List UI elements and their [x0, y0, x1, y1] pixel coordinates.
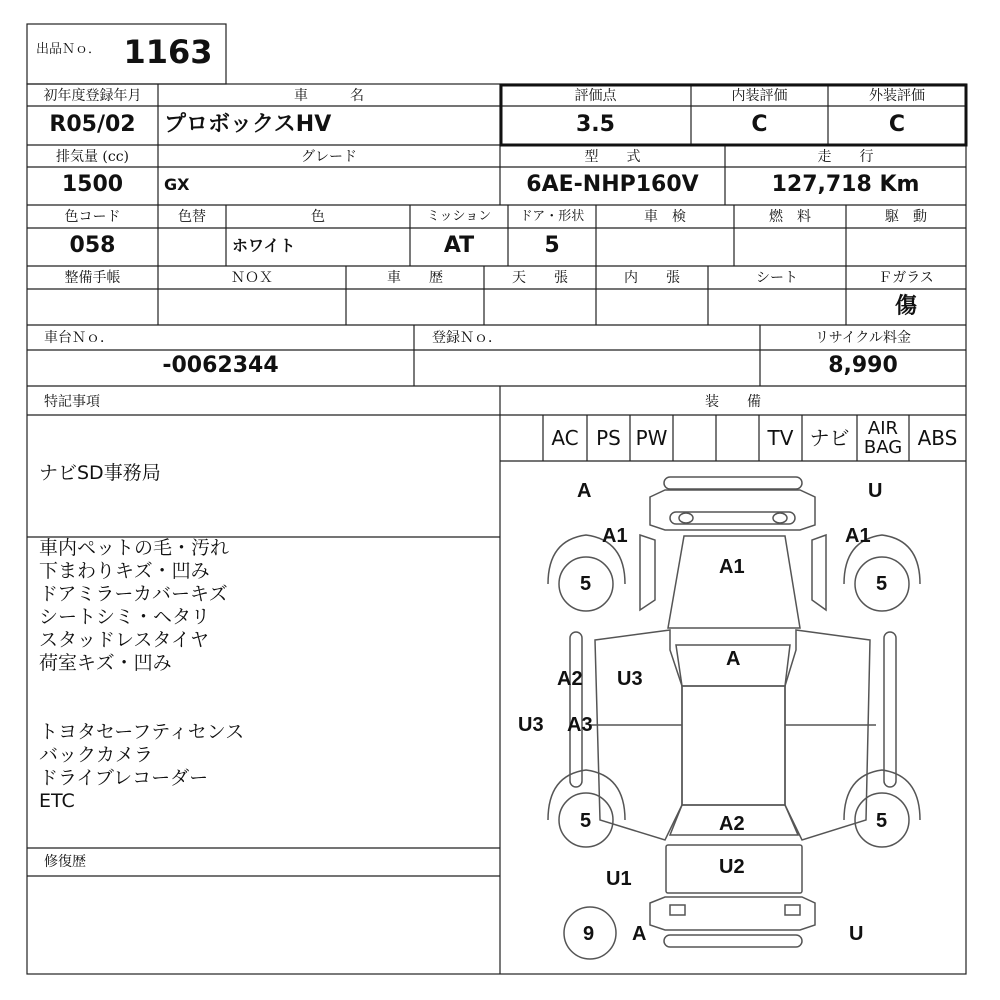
- mark-side-u3: U3: [518, 714, 544, 736]
- equipment-item: [673, 415, 716, 461]
- reg-date-label: 初年度登録年月: [43, 88, 142, 104]
- mark-front-left: A: [577, 480, 592, 502]
- mark-door-u3: U3: [617, 668, 643, 690]
- maint-label: 整備手帳: [64, 270, 121, 286]
- lot-label: 出品Ｎｏ．: [36, 42, 102, 57]
- mileage-value: 127,718 Km: [771, 172, 920, 197]
- equipment-label: 装 備: [705, 394, 761, 410]
- color-value: ホワイト: [232, 236, 296, 255]
- grade-label: グレード: [301, 149, 357, 165]
- mark-rear-center: U2: [719, 856, 745, 878]
- mission-value: AT: [443, 233, 475, 258]
- mark-door-a2: A2: [557, 668, 583, 690]
- notes-list: 車内ペットの毛・汚れ 下まわりキズ・凹み ドアミラーカバーキズ シートシミ・ヘタリ スタッドレスタイヤ 荷室キズ・凹み トヨタセーフティセンス バックカメラ ドライブレコーダー ETC: [39, 537, 245, 812]
- reg-date-value: R05/02: [49, 112, 136, 137]
- door-value: 5: [544, 233, 560, 258]
- nox-label: ＮＯＸ: [231, 270, 273, 286]
- car-diagram: [548, 477, 920, 959]
- displacement-label: 排気量 (cc): [55, 149, 130, 165]
- score-value: 3.5: [576, 112, 615, 137]
- chassis-value: -0062344: [162, 353, 279, 378]
- mark-back-door: A2: [719, 813, 745, 835]
- inner-lining-label: 内 張: [624, 270, 680, 286]
- exterior-value: C: [888, 112, 906, 137]
- exterior-label: 外装評価: [869, 88, 925, 104]
- mark-roof: A: [726, 648, 741, 670]
- mark-fender-left: A1: [602, 525, 628, 547]
- equipment-item: PW: [635, 426, 668, 450]
- mark-front-right: U: [868, 480, 883, 502]
- notes-label: 特記事項: [44, 394, 100, 410]
- lot-number: 1163: [123, 33, 213, 71]
- mark-fender-right: A1: [845, 525, 871, 547]
- color-code-value: 058: [69, 233, 116, 258]
- equipment-item: AIR BAG: [863, 418, 903, 458]
- fglass-value: 傷: [894, 294, 917, 319]
- mission-label: ミッション: [426, 209, 492, 224]
- history-label: 車 歴: [387, 270, 443, 286]
- mileage-label: 走 行: [817, 149, 874, 165]
- roof-lining-label: 天 張: [512, 270, 568, 286]
- inspection-label: 車 検: [644, 209, 686, 225]
- mark-spare-tire: 9: [583, 923, 595, 945]
- chassis-label: 車台Ｎｏ．: [44, 330, 114, 346]
- repaint-label: 色替: [178, 209, 206, 225]
- mark-rear-left: U1: [606, 868, 632, 890]
- drive-label: 駆 動: [885, 209, 927, 225]
- model-label: 型 式: [584, 149, 641, 165]
- mark-bumper-left: A: [632, 923, 647, 945]
- displacement-value: 1500: [61, 172, 124, 197]
- door-label: ドア・形状: [519, 209, 585, 224]
- equipment-item: PS: [596, 426, 621, 450]
- interior-value: C: [751, 112, 768, 137]
- recycle-label: リサイクル料金: [814, 330, 912, 346]
- regno-label: 登録Ｎｏ．: [432, 330, 502, 346]
- equipment-item: AC: [551, 426, 579, 450]
- equipment-item: ナビ: [809, 426, 850, 450]
- mark-tire-fl: 5: [580, 573, 592, 595]
- mark-tire-fr: 5: [876, 573, 888, 595]
- fglass-label: Ｆガラス: [878, 270, 934, 286]
- equipment-item: ABS: [917, 426, 958, 450]
- color-code-label: 色コード: [64, 209, 121, 225]
- seat-label: シート: [756, 270, 798, 286]
- equipment-item: [500, 415, 543, 461]
- mark-tire-rr: 5: [876, 810, 888, 832]
- model-value: 6AE-NHP160V: [526, 172, 699, 197]
- car-name-value: プロボックスHV: [164, 112, 332, 137]
- recycle-value: 8,990: [828, 353, 898, 378]
- mark-hood: A1: [719, 556, 745, 578]
- equipment-item: [716, 415, 759, 461]
- notes-top: ナビSD事務局: [39, 462, 161, 484]
- repair-history-label: 修復歴: [44, 854, 86, 870]
- fuel-label: 燃 料: [769, 209, 811, 225]
- mark-bumper-right: U: [849, 923, 864, 945]
- equipment-item: TV: [767, 426, 794, 450]
- color-label: 色: [311, 209, 325, 225]
- car-name-label: 車 名: [294, 88, 364, 104]
- mark-tire-rl: 5: [580, 810, 592, 832]
- grade-value: GX: [164, 175, 190, 194]
- score-label: 評価点: [574, 88, 617, 104]
- interior-label: 内装評価: [731, 88, 788, 104]
- mark-side-a3: A3: [567, 714, 593, 736]
